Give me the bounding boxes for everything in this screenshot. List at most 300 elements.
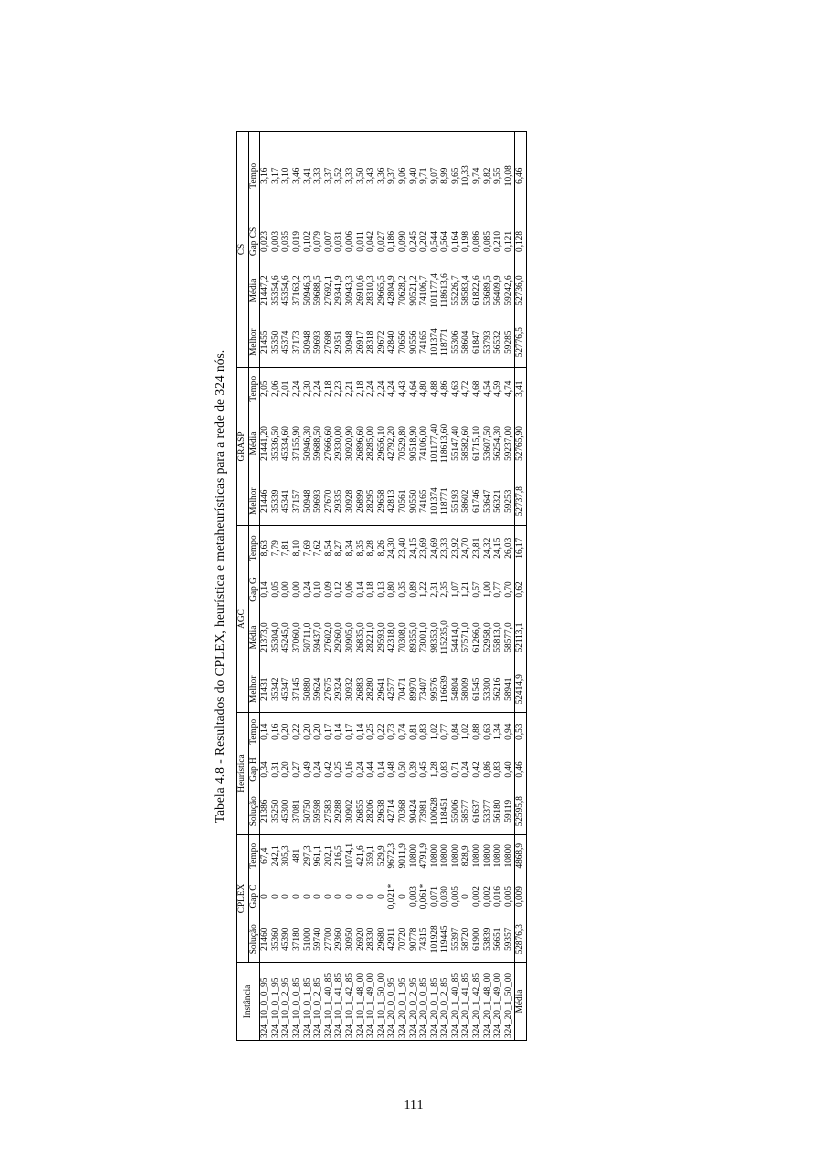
value-cell: 0,50 [397, 761, 408, 778]
value-cell: 59357 [503, 927, 514, 951]
value-cell: 3,36 [376, 167, 387, 184]
table-row [387, 131, 398, 1040]
value-cell: 24,69 [430, 525, 441, 570]
value-cell: 0,128 [515, 219, 527, 263]
value-cell: 50750 [302, 799, 313, 823]
value-cell: 0,83 [493, 761, 504, 778]
value-cell: 23,40 [398, 525, 409, 570]
value-cell: 35336,50 [270, 426, 281, 461]
value-cell: 24,70 [461, 525, 472, 570]
value-cell: 4,68 [472, 367, 483, 409]
instance-cell: 324_10_0_0_95 [260, 963, 271, 1041]
value-cell: 0,031 [334, 231, 345, 252]
value-cell: 961,1 [313, 835, 324, 877]
value-cell: 35354,6 [270, 275, 281, 306]
table-row [366, 131, 377, 1040]
value-cell: 0,77 [493, 581, 504, 598]
value-cell: 42714 [387, 799, 398, 823]
rotated-page-content [208, 132, 618, 1041]
value-cell: 0,45 [419, 761, 430, 778]
value-cell: 27670 [323, 489, 334, 513]
value-cell: 8,35 [356, 525, 367, 570]
table-row [409, 131, 420, 1040]
value-cell: 0,18 [366, 581, 377, 598]
value-cell: 54804 [450, 677, 461, 701]
value-cell: 0,42 [472, 761, 483, 778]
value-cell: 8,27 [334, 525, 345, 570]
value-cell: 61847 [472, 330, 483, 354]
value-cell: 23,69 [419, 525, 430, 570]
value-cell: 118771 [440, 487, 451, 516]
value-cell: 4,54 [483, 367, 494, 409]
value-cell: 53647 [482, 489, 493, 513]
value-cell: 27583 [323, 799, 334, 823]
value-cell: 0,94 [504, 713, 515, 751]
value-cell: 1,02 [430, 713, 441, 751]
value-cell: 0,53 [515, 713, 527, 751]
value-cell: 0,24 [302, 581, 313, 598]
value-cell: 9,55 [493, 167, 504, 184]
instance-cell: 324_10_1_50_00 [377, 963, 388, 1041]
value-cell: 61715,10 [472, 426, 483, 461]
value-cell: 3,52 [334, 167, 345, 184]
value-cell: 0,023 [260, 231, 271, 252]
value-cell: 9,82 [482, 167, 493, 184]
value-cell: 37145 [291, 677, 302, 701]
value-cell: 115235,0 [440, 620, 451, 655]
instance-cell: 324_10_0_1_95 [271, 963, 282, 1041]
value-cell: 29641 [376, 677, 387, 701]
value-cell: 10800 [440, 835, 451, 877]
value-cell: 29260,0 [334, 622, 345, 653]
value-cell: 0 [281, 894, 292, 899]
value-cell: 59624 [313, 677, 324, 701]
value-cell: 52876,3 [515, 917, 527, 963]
value-cell: 101374 [429, 487, 440, 516]
value-cell: 56216 [493, 677, 504, 701]
table-row [377, 131, 388, 1040]
value-cell: 0,079 [313, 231, 324, 252]
value-cell: 0,73 [387, 713, 398, 751]
value-cell: 74106,00 [419, 426, 430, 461]
value-cell: 7,79 [271, 525, 282, 570]
table-row [483, 131, 494, 1040]
value-cell: 3,37 [323, 167, 334, 184]
instance-cell: 324_20_1_49_00 [493, 963, 504, 1041]
instance-cell: 324_10_1_48_00 [356, 963, 367, 1041]
value-cell: 28295 [366, 489, 377, 513]
value-cell: 0 [270, 894, 281, 899]
value-cell: 29672 [376, 330, 387, 354]
value-cell: 56532 [493, 330, 504, 354]
value-cell: 50946,3 [302, 275, 313, 306]
value-cell: 70720 [397, 927, 408, 951]
value-cell: 0,20 [313, 713, 324, 751]
value-cell: 2,24 [377, 367, 388, 409]
value-cell: 55226,7 [450, 275, 461, 306]
value-cell: 74165 [419, 489, 430, 513]
value-cell: 52958,0 [482, 622, 493, 653]
value-cell: 8,63 [260, 525, 271, 570]
value-cell: 4,80 [419, 367, 430, 409]
value-cell: 35339 [270, 489, 281, 513]
value-cell: 29360 [334, 927, 345, 951]
value-cell: 70529,80 [397, 426, 408, 461]
value-cell: 29680 [376, 927, 387, 951]
value-cell: 0,16 [344, 761, 355, 778]
value-cell: 45341 [281, 489, 292, 513]
value-cell: 70628,2 [397, 275, 408, 306]
value-cell: 37163,2 [291, 275, 302, 306]
value-cell: 10800 [409, 835, 420, 877]
value-cell: 53793 [482, 330, 493, 354]
value-cell: 0,34 [260, 761, 271, 778]
value-cell: 9,71 [419, 167, 430, 184]
value-cell: 98353,0 [429, 622, 440, 653]
value-cell: 9,65 [450, 167, 461, 184]
header-col: Melhor [248, 477, 260, 525]
value-cell: 74315 [419, 927, 430, 951]
instance-cell: 324_20_1_41_85 [461, 963, 472, 1041]
value-cell: 27666,60 [323, 426, 334, 461]
value-cell: 9,74 [472, 167, 483, 184]
value-cell: 0,17 [324, 713, 335, 751]
value-cell: 58583,4 [461, 275, 472, 306]
value-cell: 45245,0 [281, 622, 292, 653]
value-cell: 0 [461, 894, 472, 899]
value-cell: 53839 [482, 927, 493, 951]
value-cell: 58009 [461, 677, 472, 701]
value-cell: 0 [344, 894, 355, 899]
value-cell: 0,030 [440, 886, 451, 907]
value-cell: 58577 [461, 799, 472, 823]
value-cell: 26910,6 [355, 275, 366, 306]
value-cell: 35304,0 [270, 622, 281, 653]
table-row [271, 131, 282, 1040]
value-cell: 2,05 [260, 367, 271, 409]
value-cell: 2,24 [313, 367, 324, 409]
table-row [260, 131, 271, 1040]
value-cell: 53607,50 [482, 426, 493, 461]
value-cell: 9,40 [408, 167, 419, 184]
value-cell: 24,30 [387, 525, 398, 570]
header-group-row [237, 131, 249, 1040]
value-cell: 57571,0 [461, 622, 472, 653]
value-cell: 0,011 [355, 231, 366, 252]
instance-cell: 324_10_0_2_85 [313, 963, 324, 1041]
value-cell: 421,6 [356, 835, 367, 877]
value-cell: 58602 [461, 489, 472, 513]
header-col: Gap H [248, 751, 260, 789]
value-cell: 30928 [344, 489, 355, 513]
value-cell: 30902 [344, 799, 355, 823]
value-cell: 0,019 [291, 231, 302, 252]
value-cell: 0,88 [472, 713, 483, 751]
header-col: Gap CS [248, 219, 260, 263]
value-cell: 0,00 [291, 581, 302, 598]
value-cell: 16,17 [515, 525, 527, 570]
value-cell: 4,74 [504, 367, 515, 409]
table-caption: Tabela 4.8 - Resultados do CPLEX, heurística e metaheurísticas para a rede de 324 nós. [212, 349, 227, 824]
value-cell: 0,44 [366, 761, 377, 778]
value-cell: 101374 [429, 328, 440, 357]
value-cell: 0,81 [409, 713, 420, 751]
value-cell: 0,00 [281, 581, 292, 598]
value-cell: 58604 [461, 330, 472, 354]
value-cell: 61900 [472, 927, 483, 951]
value-cell: 35342 [270, 677, 281, 701]
value-cell: 305,3 [281, 835, 292, 877]
instance-cell: 324_20_1_42_85 [472, 963, 483, 1041]
value-cell: 8,99 [440, 167, 451, 184]
value-cell: 0,89 [408, 581, 419, 598]
value-cell: 0,006 [344, 231, 355, 252]
value-cell: 0,14 [334, 713, 345, 751]
value-cell: 0,071 [429, 886, 440, 907]
value-cell: 4791,9 [419, 835, 430, 877]
value-cell: 4,72 [461, 367, 472, 409]
value-cell: 10800 [430, 835, 441, 877]
value-cell: 297,3 [303, 835, 314, 877]
value-cell: 42318,0 [387, 622, 398, 653]
value-cell: 0 [302, 894, 313, 899]
value-cell: 0,24 [355, 761, 366, 778]
value-cell: 3,17 [270, 167, 281, 184]
value-cell: 2,31 [429, 581, 440, 598]
value-cell: 8,28 [366, 525, 377, 570]
value-cell: 29324 [334, 677, 345, 701]
value-cell: 0,22 [292, 713, 303, 751]
table-row [334, 131, 345, 1040]
value-cell: 27700 [323, 927, 334, 951]
value-cell: 28221,0 [366, 622, 377, 653]
table-row [292, 131, 303, 1040]
value-cell: 26,03 [504, 525, 515, 570]
value-cell: 61545 [472, 677, 483, 701]
value-cell: 3,46 [291, 167, 302, 184]
value-cell: 2,21 [345, 367, 356, 409]
value-cell: 0,016 [493, 886, 504, 907]
value-cell: 28206 [366, 799, 377, 823]
value-cell: 0 [376, 894, 387, 899]
value-cell: 4,64 [409, 367, 420, 409]
value-cell: 0,210 [493, 231, 504, 252]
value-cell: 23,33 [440, 525, 451, 570]
value-cell: 29656,10 [376, 426, 387, 461]
value-cell: 55813,0 [493, 622, 504, 653]
value-cell: 27698 [323, 330, 334, 354]
value-cell: 58577,0 [503, 622, 514, 653]
value-cell: 10,08 [503, 165, 514, 187]
value-cell: 59693 [313, 489, 324, 513]
value-cell: 118613,6 [440, 273, 451, 308]
results-table [236, 131, 527, 1041]
value-cell: 70308,0 [397, 622, 408, 653]
page-number: 111 [403, 1098, 424, 1113]
value-cell: 10,33 [461, 165, 472, 187]
value-cell: 50948 [302, 330, 313, 354]
value-cell: 0,74 [398, 713, 409, 751]
value-cell: 61637 [472, 799, 483, 823]
value-cell: 4,24 [387, 367, 398, 409]
value-cell: 0,20 [281, 713, 292, 751]
value-cell: 242,1 [271, 835, 282, 877]
value-cell: 0 [366, 894, 377, 899]
instance-cell: 324_20_0_0_85 [419, 963, 430, 1041]
value-cell: 0,003 [270, 231, 281, 252]
value-cell: 21386 [260, 799, 271, 823]
value-cell: 2,35 [440, 581, 451, 598]
value-cell: 56180 [493, 799, 504, 823]
value-cell: 0,20 [281, 761, 292, 778]
value-cell: 0,70 [503, 581, 514, 598]
instance-cell: 324_10_0_0_85 [292, 963, 303, 1041]
value-cell: 3,41 [515, 367, 527, 409]
value-cell: 90556 [408, 330, 419, 354]
value-cell: 35250 [270, 799, 281, 823]
value-cell: 24,32 [483, 525, 494, 570]
value-cell: 28310,3 [366, 275, 377, 306]
value-cell: 101177,4 [429, 273, 440, 308]
value-cell: 23,81 [472, 525, 483, 570]
value-cell: 29638 [376, 799, 387, 823]
value-cell: 54414,0 [450, 622, 461, 653]
value-cell: 21460 [260, 927, 271, 951]
value-cell: 59237,00 [503, 426, 514, 461]
header-col: Média [248, 609, 260, 667]
header-col: Média [248, 409, 260, 477]
value-cell: 1,07 [450, 581, 461, 598]
value-cell: 27692,1 [323, 275, 334, 306]
value-cell: 21447,2 [260, 275, 271, 306]
instance-cell: 324_10_1_41_85 [334, 963, 345, 1041]
instance-cell: 324_20_0_2_85 [440, 963, 451, 1041]
value-cell: 529,9 [377, 835, 388, 877]
value-cell: 37155,90 [291, 426, 302, 461]
value-cell: 50711,0 [302, 622, 313, 653]
header-group-cplex: CPLEX [237, 835, 249, 963]
value-cell: 52765,90 [515, 409, 527, 477]
value-cell: 0,164 [450, 231, 461, 252]
value-cell: 50946,30 [302, 426, 313, 461]
table-row [461, 131, 472, 1040]
value-cell: 0,16 [271, 713, 282, 751]
value-cell: 1,28 [429, 761, 440, 778]
value-cell: 2,06 [271, 367, 282, 409]
value-cell: 27602,0 [323, 622, 334, 653]
table-row [472, 131, 483, 1040]
value-cell: 0,84 [451, 713, 462, 751]
value-cell: 90518,90 [408, 426, 419, 461]
value-cell: 481 [292, 835, 303, 877]
value-cell: 0,186 [387, 231, 398, 252]
value-cell: 70656 [397, 330, 408, 354]
value-cell: 52776,5 [515, 317, 527, 367]
value-cell: 0,202 [419, 231, 430, 252]
value-cell: 70561 [397, 489, 408, 513]
value-cell: 0,544 [429, 231, 440, 252]
value-cell: 0,20 [303, 713, 314, 751]
table-row [345, 131, 356, 1040]
value-cell: 1,22 [419, 581, 430, 598]
value-cell: 0,035 [281, 231, 292, 252]
table-row [303, 131, 314, 1040]
value-cell: 3,50 [355, 167, 366, 184]
value-cell: 55147,40 [450, 426, 461, 461]
value-cell: 45300 [281, 799, 292, 823]
value-cell: 30950 [344, 927, 355, 951]
value-cell: 51000 [302, 927, 313, 951]
value-cell: 2,18 [324, 367, 335, 409]
instance-cell: 324_10_1_42_85 [345, 963, 356, 1041]
value-cell: 4868,9 [515, 835, 527, 877]
value-cell: 52113,1 [515, 609, 527, 667]
value-cell: 8,34 [345, 525, 356, 570]
value-cell: 0,06 [344, 581, 355, 598]
value-cell: 45334,60 [281, 426, 292, 461]
value-cell: 0,17 [345, 713, 356, 751]
header-col: Solução [248, 789, 260, 835]
value-cell: 3,33 [313, 167, 324, 184]
table-row [419, 131, 430, 1040]
value-cell: 3,41 [302, 167, 313, 184]
value-cell: 0,14 [355, 581, 366, 598]
value-cell: 0,71 [450, 761, 461, 778]
value-cell: 3,10 [281, 167, 292, 184]
value-cell: 9,07 [429, 167, 440, 184]
value-cell: 2,18 [356, 367, 367, 409]
header-group-grasp: GRASP [237, 367, 249, 525]
value-cell: 61822,6 [472, 275, 483, 306]
value-cell: 0,090 [397, 231, 408, 252]
value-cell: 101177,40 [429, 423, 440, 464]
value-cell: 0,10 [313, 581, 324, 598]
value-cell: 2,24 [292, 367, 303, 409]
value-cell: 26920 [355, 927, 366, 951]
value-cell: 42804,9 [387, 275, 398, 306]
value-cell: 7,81 [281, 525, 292, 570]
value-cell: 21431 [260, 677, 271, 701]
value-cell: 30920,90 [344, 426, 355, 461]
value-cell: 56321 [493, 489, 504, 513]
value-cell: 42813 [387, 489, 398, 513]
value-cell: 0,564 [440, 231, 451, 252]
value-cell: 73981 [419, 799, 430, 823]
value-cell: 9,06 [397, 167, 408, 184]
value-cell: 0,14 [376, 761, 387, 778]
value-cell: 42840 [387, 330, 398, 354]
value-cell: 90424 [408, 799, 419, 823]
value-cell: 61746 [472, 489, 483, 513]
table-row [356, 131, 367, 1040]
header-col: Melhor [248, 317, 260, 367]
header-col: Gap G [248, 571, 260, 609]
value-cell: 2,30 [303, 367, 314, 409]
table-row [504, 131, 515, 1040]
value-cell: 50948 [302, 489, 313, 513]
value-cell: 27675 [323, 677, 334, 701]
value-cell: 30932 [344, 677, 355, 701]
value-cell: 89970 [408, 677, 419, 701]
value-cell: 0 [313, 894, 324, 899]
value-cell: 28280 [366, 677, 377, 701]
value-cell: 0,62 [515, 571, 527, 609]
value-cell: 101928 [429, 925, 440, 954]
value-cell: 0,57 [472, 581, 483, 598]
value-cell: 73001,0 [419, 622, 430, 653]
value-cell: 0,005 [450, 886, 461, 907]
value-cell: 59119 [503, 799, 514, 823]
